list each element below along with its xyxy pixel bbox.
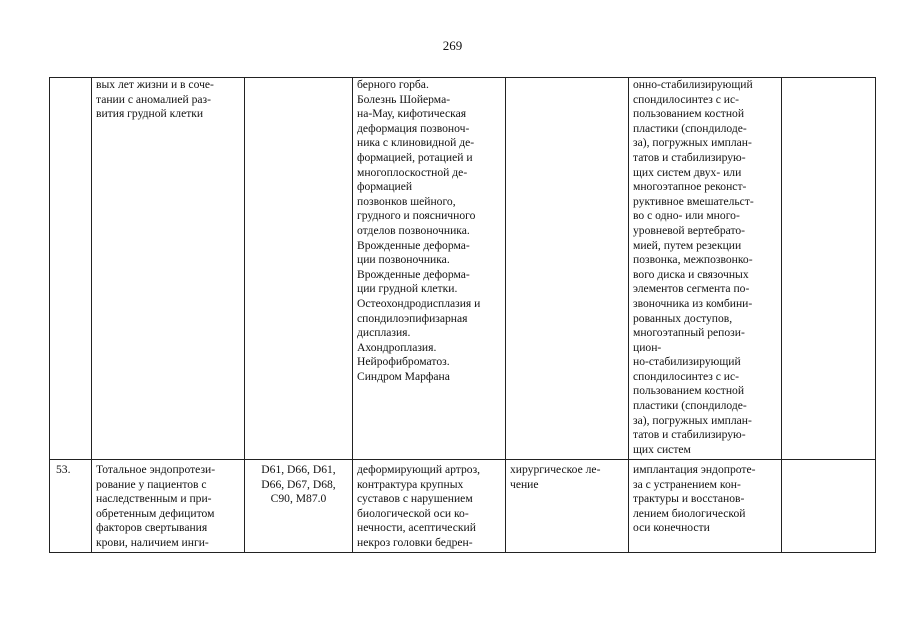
medical-care-table [49, 77, 876, 553]
treatment-type-cell [506, 78, 629, 460]
icd-codes-cell: D61, D66, D61, D66, D67, D68, C90, M87.0 [245, 460, 353, 553]
treatment-type-cell: хирургическое ле- чение [506, 460, 629, 553]
care-name-cell: Тотальное эндопротези- рование у пациентов с наследственным и при- обретенным дефицитом факторов свертывания крови, наличием инги- [92, 460, 245, 553]
care-name-cell: вых лет жизни и в соче- тании с аномалией раз- вития грудной клетки [92, 78, 245, 460]
icd-codes-cell [245, 78, 353, 460]
table-row [50, 78, 876, 460]
row-number-cell [50, 78, 92, 460]
treatment-method-cell: имплантация эндопроте- за с устранением кон- трактуры и восстанов- лением биологической оси конечности [629, 460, 782, 553]
row-number-cell: 53. [50, 460, 92, 553]
cost-cell [782, 78, 876, 460]
treatment-method-cell: онно-стабилизирующий спондилосинтез с ис- пользованием костной пластики (спондилоде- за), погружных имплан- татов и стабилизирую- щих систем двух- или многоэтапное реконст- руктивное вмешательст- во с одно- или много- уровневой вертебрато- мией, путем резекции позвонка, межпозвонко- вого диска и связочных элементов сегмента по- звоночника из комбини- рованных доступов, многоэтапный репози- цион- но-стабилизирующий спондилосинтез с ис- пользованием костной пластики (спондилоде- за), погружных имплан- татов и стабилизирую- щих систем [629, 78, 782, 460]
cost-cell [782, 460, 876, 553]
table-row [50, 460, 876, 553]
disease-model-cell: берного горба. Болезнь Шойерма- на-Мау, кифотическая деформация позвоноч- ника с клиновидной де- формацией, ротацией и многоплоскостной де- формацией позвонков шейного, грудного и поясничного отделов позвоночника. Врожденные деформа- ции позвоночника. Врожденные деформа- ции грудной клетки. Остеохондродисплазия и спондилоэпифизарная дисплазия. Ахондроплазия. Нейрофиброматоз. Синдром Марфана [353, 78, 506, 460]
disease-model-cell: деформирующий артроз, контрактура крупных суставов с нарушением биологической оси ко- нечности, асептический некроз головки бедрен- [353, 460, 506, 553]
page-number: 269 [442, 38, 463, 53]
